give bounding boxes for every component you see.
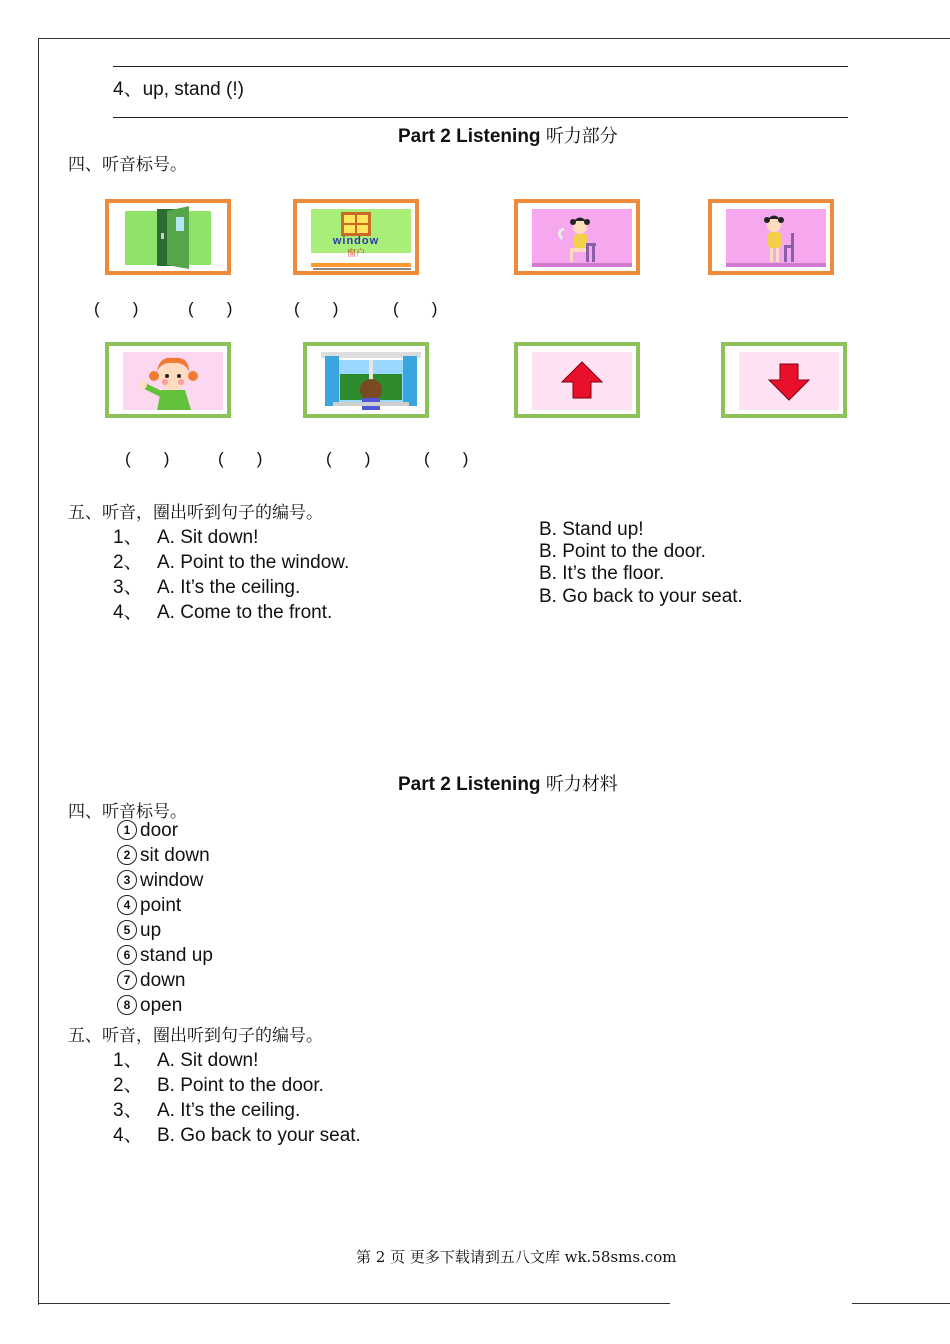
answer-blank: ( )	[326, 449, 371, 468]
number-badge: 1	[117, 820, 137, 840]
point-illustration	[109, 346, 227, 414]
word-text: open	[140, 995, 183, 1016]
answer-number: 4、	[113, 1125, 143, 1146]
option-b: B. Stand up!	[539, 519, 644, 540]
sit-down-picture	[514, 199, 640, 275]
word-item	[117, 820, 178, 842]
word-item	[117, 970, 185, 992]
answer-blank: ( )	[125, 449, 170, 468]
question-row	[113, 547, 349, 574]
question-row	[113, 572, 300, 599]
window-picture	[293, 199, 419, 275]
number-badge: 3	[117, 870, 137, 890]
number-badge: 5	[117, 920, 137, 940]
answer-line-3	[113, 66, 848, 67]
window-caption-cn: 窗户	[346, 249, 365, 259]
number-badge: 8	[117, 995, 137, 1015]
word-text: door	[140, 820, 179, 841]
answer-text: B. Go back to your seat.	[157, 1125, 361, 1146]
word-item	[117, 895, 181, 917]
material-title-en: Part 2 Listening	[398, 774, 541, 795]
door-picture	[105, 199, 231, 275]
answer-row	[113, 1095, 300, 1122]
word-item	[117, 845, 210, 867]
word-item	[117, 945, 213, 967]
answer-blank: ( )	[94, 299, 139, 318]
answer-blank: ( )	[188, 299, 233, 318]
word-text: point	[140, 895, 182, 916]
down-arrow-picture	[721, 342, 847, 418]
word-text: sit down	[140, 845, 210, 866]
word-text: stand up	[140, 945, 213, 966]
answer-row	[113, 1120, 361, 1147]
page-footer: 第 2 页 更多下载请到五八文库 wk.58sms.com	[356, 1248, 677, 1266]
answer-blank: ( )	[393, 299, 438, 318]
stand-up-picture	[708, 199, 834, 275]
section-5-heading: 五、听音，圈出听到句子的编号。	[68, 503, 323, 523]
down-arrow-icon	[725, 346, 843, 414]
question-number: 2、	[113, 552, 143, 573]
answer-number: 2、	[113, 1075, 143, 1096]
number-badge: 2	[117, 845, 137, 865]
question-row	[113, 597, 332, 624]
material-heading-5: 五、听音，圈出听到句子的编号。	[68, 1026, 323, 1046]
sit-down-illustration	[518, 203, 636, 271]
word-item	[117, 920, 161, 942]
bottom-rule-right	[852, 1303, 950, 1304]
material-heading-4: 四、听音标号。	[68, 802, 187, 822]
answer-line-4	[113, 117, 848, 118]
number-badge: 7	[117, 970, 137, 990]
question-number: 4、	[113, 602, 143, 623]
word-text: down	[140, 970, 186, 991]
number-badge: 4	[117, 895, 137, 915]
part-2-title	[398, 122, 618, 148]
option-a: A. Sit down!	[157, 527, 259, 548]
question-row	[113, 522, 258, 549]
section-4-heading: 四、听音标号。	[68, 155, 187, 175]
word-item	[117, 870, 203, 892]
answer-text: A. Sit down!	[157, 1050, 259, 1071]
point-picture	[105, 342, 231, 418]
answer-blank: ( )	[424, 449, 469, 468]
question-number: 1、	[113, 527, 143, 548]
bottom-rule-left	[38, 1303, 670, 1304]
answer-number: 1、	[113, 1050, 143, 1071]
part-2-title-en: Part 2 Listening	[398, 126, 541, 147]
word-item	[117, 995, 182, 1017]
answer-blank: ( )	[218, 449, 263, 468]
open-window-illustration	[307, 346, 425, 414]
number-badge: 6	[117, 945, 137, 965]
up-arrow-icon	[518, 346, 636, 414]
open-window-picture	[303, 342, 429, 418]
answer-row	[113, 1045, 258, 1072]
answer-number: 3、	[113, 1100, 143, 1121]
part-2-title-cn: 听力部分	[545, 126, 618, 147]
question-number: 3、	[113, 577, 143, 598]
option-a: A. Point to the window.	[157, 552, 350, 573]
answer-text: B. Point to the door.	[157, 1075, 324, 1096]
option-b: B. It’s the floor.	[539, 563, 665, 584]
material-title	[398, 770, 618, 796]
door-illustration	[109, 203, 227, 271]
option-a: A. It’s the ceiling.	[157, 577, 301, 598]
option-a: A. Come to the front.	[157, 602, 333, 623]
stand-up-illustration	[712, 203, 830, 271]
option-b: B. Go back to your seat.	[539, 586, 743, 607]
material-title-cn: 听力材料	[545, 774, 618, 795]
word-text: up	[140, 920, 162, 941]
answer-row	[113, 1070, 324, 1097]
up-arrow-picture	[514, 342, 640, 418]
window-caption-en: window	[332, 235, 380, 247]
answer-blank: ( )	[294, 299, 339, 318]
answer-text: A. It’s the ceiling.	[157, 1100, 301, 1121]
option-b: B. Point to the door.	[539, 541, 706, 562]
word-text: window	[140, 870, 204, 891]
question-4-prompt: 4、up, stand (!)	[113, 79, 244, 100]
